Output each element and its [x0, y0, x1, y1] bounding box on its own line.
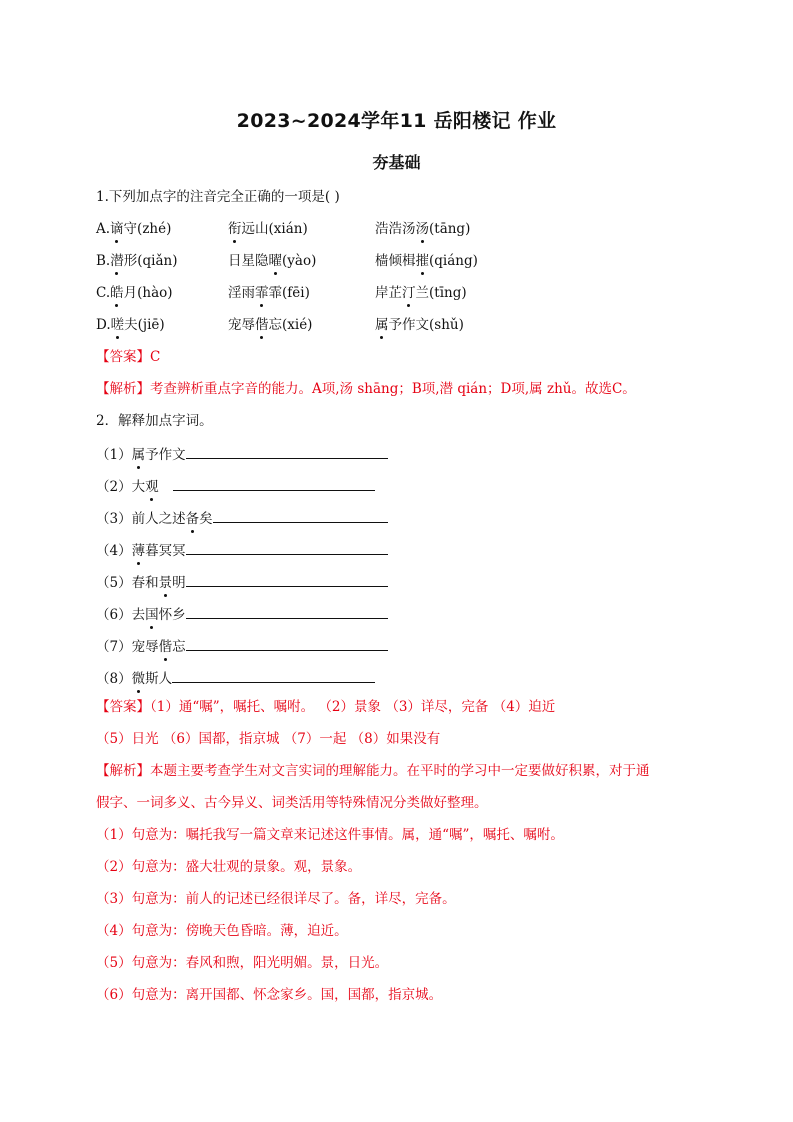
section-heading: 夯基础: [372, 153, 421, 172]
answer-blank[interactable]: [173, 476, 375, 491]
option-c-item-2: [228, 284, 310, 302]
explanation-1: （1）句意为：嘱托我写一篇文章来记述这件事情。属，通“嘱”，嘱托、嘱咐。: [96, 827, 564, 843]
answer-text-line1: （1）通“嘱”，嘱托、嘱咐。 （2）景象 （3）详尽，完备 （4）迫近: [150, 699, 556, 715]
answer-blank[interactable]: [186, 604, 388, 619]
option-text: (qiáng): [429, 253, 478, 269]
item-number: （6）: [96, 607, 132, 623]
option-text: B.: [96, 253, 111, 269]
dotted-character: 嗟: [110, 317, 125, 333]
option-text: 日星隐: [228, 253, 269, 269]
explanation-6: （6）句意为：离开国都、怀念家乡。国，国都，指京城。: [96, 987, 443, 1003]
option-a-item-3: [375, 220, 470, 238]
option-text: 兰(tīng): [415, 285, 467, 301]
option-text: D.: [96, 317, 111, 333]
answer-blank[interactable]: [186, 572, 388, 587]
dotted-character: 属: [131, 447, 146, 463]
option-d-item-3: [375, 316, 464, 334]
answer-blank[interactable]: [186, 444, 388, 459]
analysis-tag: 【解析】: [96, 381, 150, 397]
item-text: 去: [131, 607, 146, 623]
item-text: 予作文: [145, 447, 186, 463]
dotted-character: 微: [131, 671, 146, 687]
answer-blank[interactable]: [213, 508, 388, 523]
answer-blank[interactable]: [172, 668, 375, 683]
dotted-character: 偕: [255, 317, 269, 333]
question-2-item-7: [96, 636, 388, 656]
option-text: 宠辱: [228, 317, 255, 333]
option-text: 予作文(shǔ): [388, 317, 464, 333]
question-1-stem: 1.下列加点字的注音完全正确的一项是( ): [96, 189, 340, 205]
question-2-analysis: [96, 762, 650, 780]
item-number: （3）: [96, 511, 132, 527]
explanation-4: （4）句意为：傍晚天色昏暗。薄，迫近。: [96, 923, 348, 939]
option-text: 浩浩汤: [375, 221, 416, 237]
option-text: 霏(fēi): [268, 285, 310, 301]
question-2-answer: [96, 698, 555, 716]
option-b-item-2: [228, 252, 316, 270]
question-1-answer: [96, 348, 160, 366]
answer-tag: 【答案】: [96, 699, 150, 715]
answer-blank[interactable]: [186, 540, 388, 555]
dotted-character: 霏: [255, 285, 269, 301]
item-text: 宠辱: [131, 639, 159, 655]
analysis-text-line2: 假字、一词多义、古今异义、词类活用等特殊情况分类做好整理。: [96, 795, 488, 811]
option-text: C.: [96, 285, 111, 301]
explanation-3: （3）句意为：前人的记述已经很详尽了。备，详尽，完备。: [96, 891, 456, 907]
dotted-character: 曜: [268, 253, 282, 269]
answer-text-line2: （5）日光 （6）国都，指京城 （7）一起 （8）如果没有: [96, 731, 441, 747]
question-2-stem: 2．解释加点字词。: [96, 413, 213, 429]
question-2-item-8: [96, 668, 375, 688]
item-text: 怀乡: [158, 607, 186, 623]
dotted-character: 摧: [415, 253, 429, 269]
option-text: 忘(xié): [268, 317, 313, 333]
item-number: （4）: [96, 543, 132, 559]
analysis-text-line1: 本题主要考查学生对文言实词的理解能力。在平时的学习中一定要做好积累，对于通: [150, 763, 650, 779]
dotted-character: 国: [145, 607, 159, 623]
question-2-item-2: [96, 476, 375, 496]
option-text: A.: [96, 221, 111, 237]
item-text: 矣: [199, 511, 213, 527]
option-text: 岸芷: [375, 285, 402, 301]
item-text: 春和: [131, 575, 159, 591]
item-text: 忘: [172, 639, 186, 655]
option-text: 形(qiǎn): [123, 253, 178, 269]
option-c-item-1: [96, 284, 173, 302]
dotted-character: 属: [375, 317, 389, 333]
item-number: （2）: [96, 479, 132, 495]
question-2-item-5: [96, 572, 388, 592]
explanation-5: （5）句意为：春风和煦，阳光明媚。景，日光。: [96, 955, 389, 971]
dotted-character: 景: [158, 575, 173, 591]
question-2-item-1: [96, 444, 388, 464]
option-d-item-2: [228, 316, 312, 334]
dotted-character: 薄: [131, 543, 146, 559]
option-d-item-1: [96, 316, 165, 334]
option-text: (tāng): [429, 221, 471, 237]
dotted-character: 皓: [110, 285, 124, 301]
option-b-item-1: [96, 252, 177, 270]
dotted-character: 衔: [228, 221, 242, 237]
answer-tag: 【答案】: [96, 349, 150, 365]
option-text: 夫(jiē): [124, 317, 165, 333]
option-a-item-1: [96, 220, 171, 238]
option-text: 月(hào): [123, 285, 173, 301]
option-a-item-2: [228, 220, 308, 238]
answer-blank[interactable]: [186, 636, 388, 651]
answer-text: C: [150, 349, 161, 365]
option-text: (yào): [282, 253, 317, 269]
option-text: 淫雨: [228, 285, 255, 301]
dotted-character: 偕: [158, 639, 173, 655]
item-text: 大: [131, 479, 146, 495]
item-text: 前人之述: [131, 511, 186, 527]
question-2-item-3: [96, 508, 388, 528]
dotted-character: 备: [185, 511, 200, 527]
page-title: 2023~2024学年11 岳阳楼记 作业: [236, 110, 557, 132]
item-number: （1）: [96, 447, 132, 463]
dotted-character: 汀: [402, 285, 416, 301]
item-text: 斯人: [145, 671, 173, 687]
question-1-analysis: [96, 380, 636, 398]
option-text: 守(zhé): [123, 221, 172, 237]
analysis-tag: 【解析】: [96, 763, 150, 779]
dotted-character: 潜: [110, 253, 124, 269]
item-text: 暮冥冥: [145, 543, 186, 559]
item-number: （7）: [96, 639, 132, 655]
item-text: 明: [172, 575, 186, 591]
question-2-item-6: [96, 604, 388, 624]
option-text: 远山(xián): [241, 221, 308, 237]
dotted-character: 谪: [110, 221, 124, 237]
item-number: （5）: [96, 575, 132, 591]
analysis-text: 考查辨析重点字音的能力。A项,汤 shāng；B项,潜 qián；D项,属 zhǔ。故选C。: [150, 381, 636, 397]
option-text: 樯倾楫: [375, 253, 416, 269]
explanation-2: （2）句意为：盛大壮观的景象。观，景象。: [96, 859, 362, 875]
dotted-character: 观: [145, 479, 159, 495]
item-number: （8）: [96, 671, 132, 687]
dotted-character: 汤: [415, 221, 429, 237]
question-2-item-4: [96, 540, 388, 560]
option-b-item-3: [375, 252, 478, 270]
option-c-item-3: [375, 284, 467, 302]
